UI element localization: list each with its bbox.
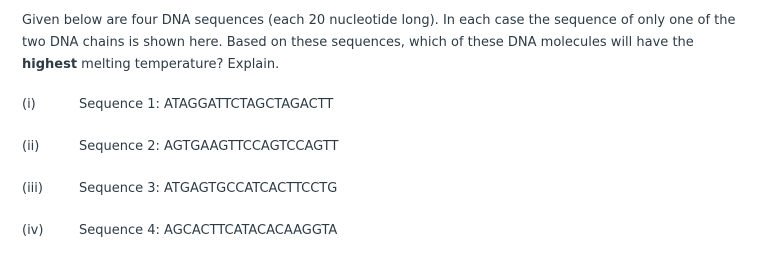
option-sequence: Sequence 4: AGCACTTCATACACAAGGTA (79, 223, 338, 238)
option-sequence: Sequence 1: ATAGGATTCTAGCTAGACTT (79, 97, 334, 112)
option-item-i (22, 96, 742, 138)
option-sequence: Sequence 2: AGTGAAGTTCCAGTCCAGTT (79, 139, 339, 154)
question-emphasis: highest (22, 57, 78, 72)
option-item-ii (22, 138, 742, 180)
question-text (22, 10, 742, 76)
options-list (22, 96, 742, 264)
question-text-after: melting temperature? Explain. (77, 57, 280, 72)
option-number: (iii) (22, 181, 43, 196)
option-item-iii (22, 180, 742, 222)
option-sequence: Sequence 3: ATGAGTGCCATCACTTCCTG (79, 181, 338, 196)
option-number: (ii) (22, 139, 40, 154)
option-number: (iv) (22, 223, 44, 238)
option-number: (i) (22, 97, 36, 112)
question-text-before: Given below are four DNA sequences (each 20 nucleotide long). In each case the sequence of only one of the two DNA chains is shown here. Based on these sequences, which of these DNA molecules will have the (22, 13, 736, 50)
